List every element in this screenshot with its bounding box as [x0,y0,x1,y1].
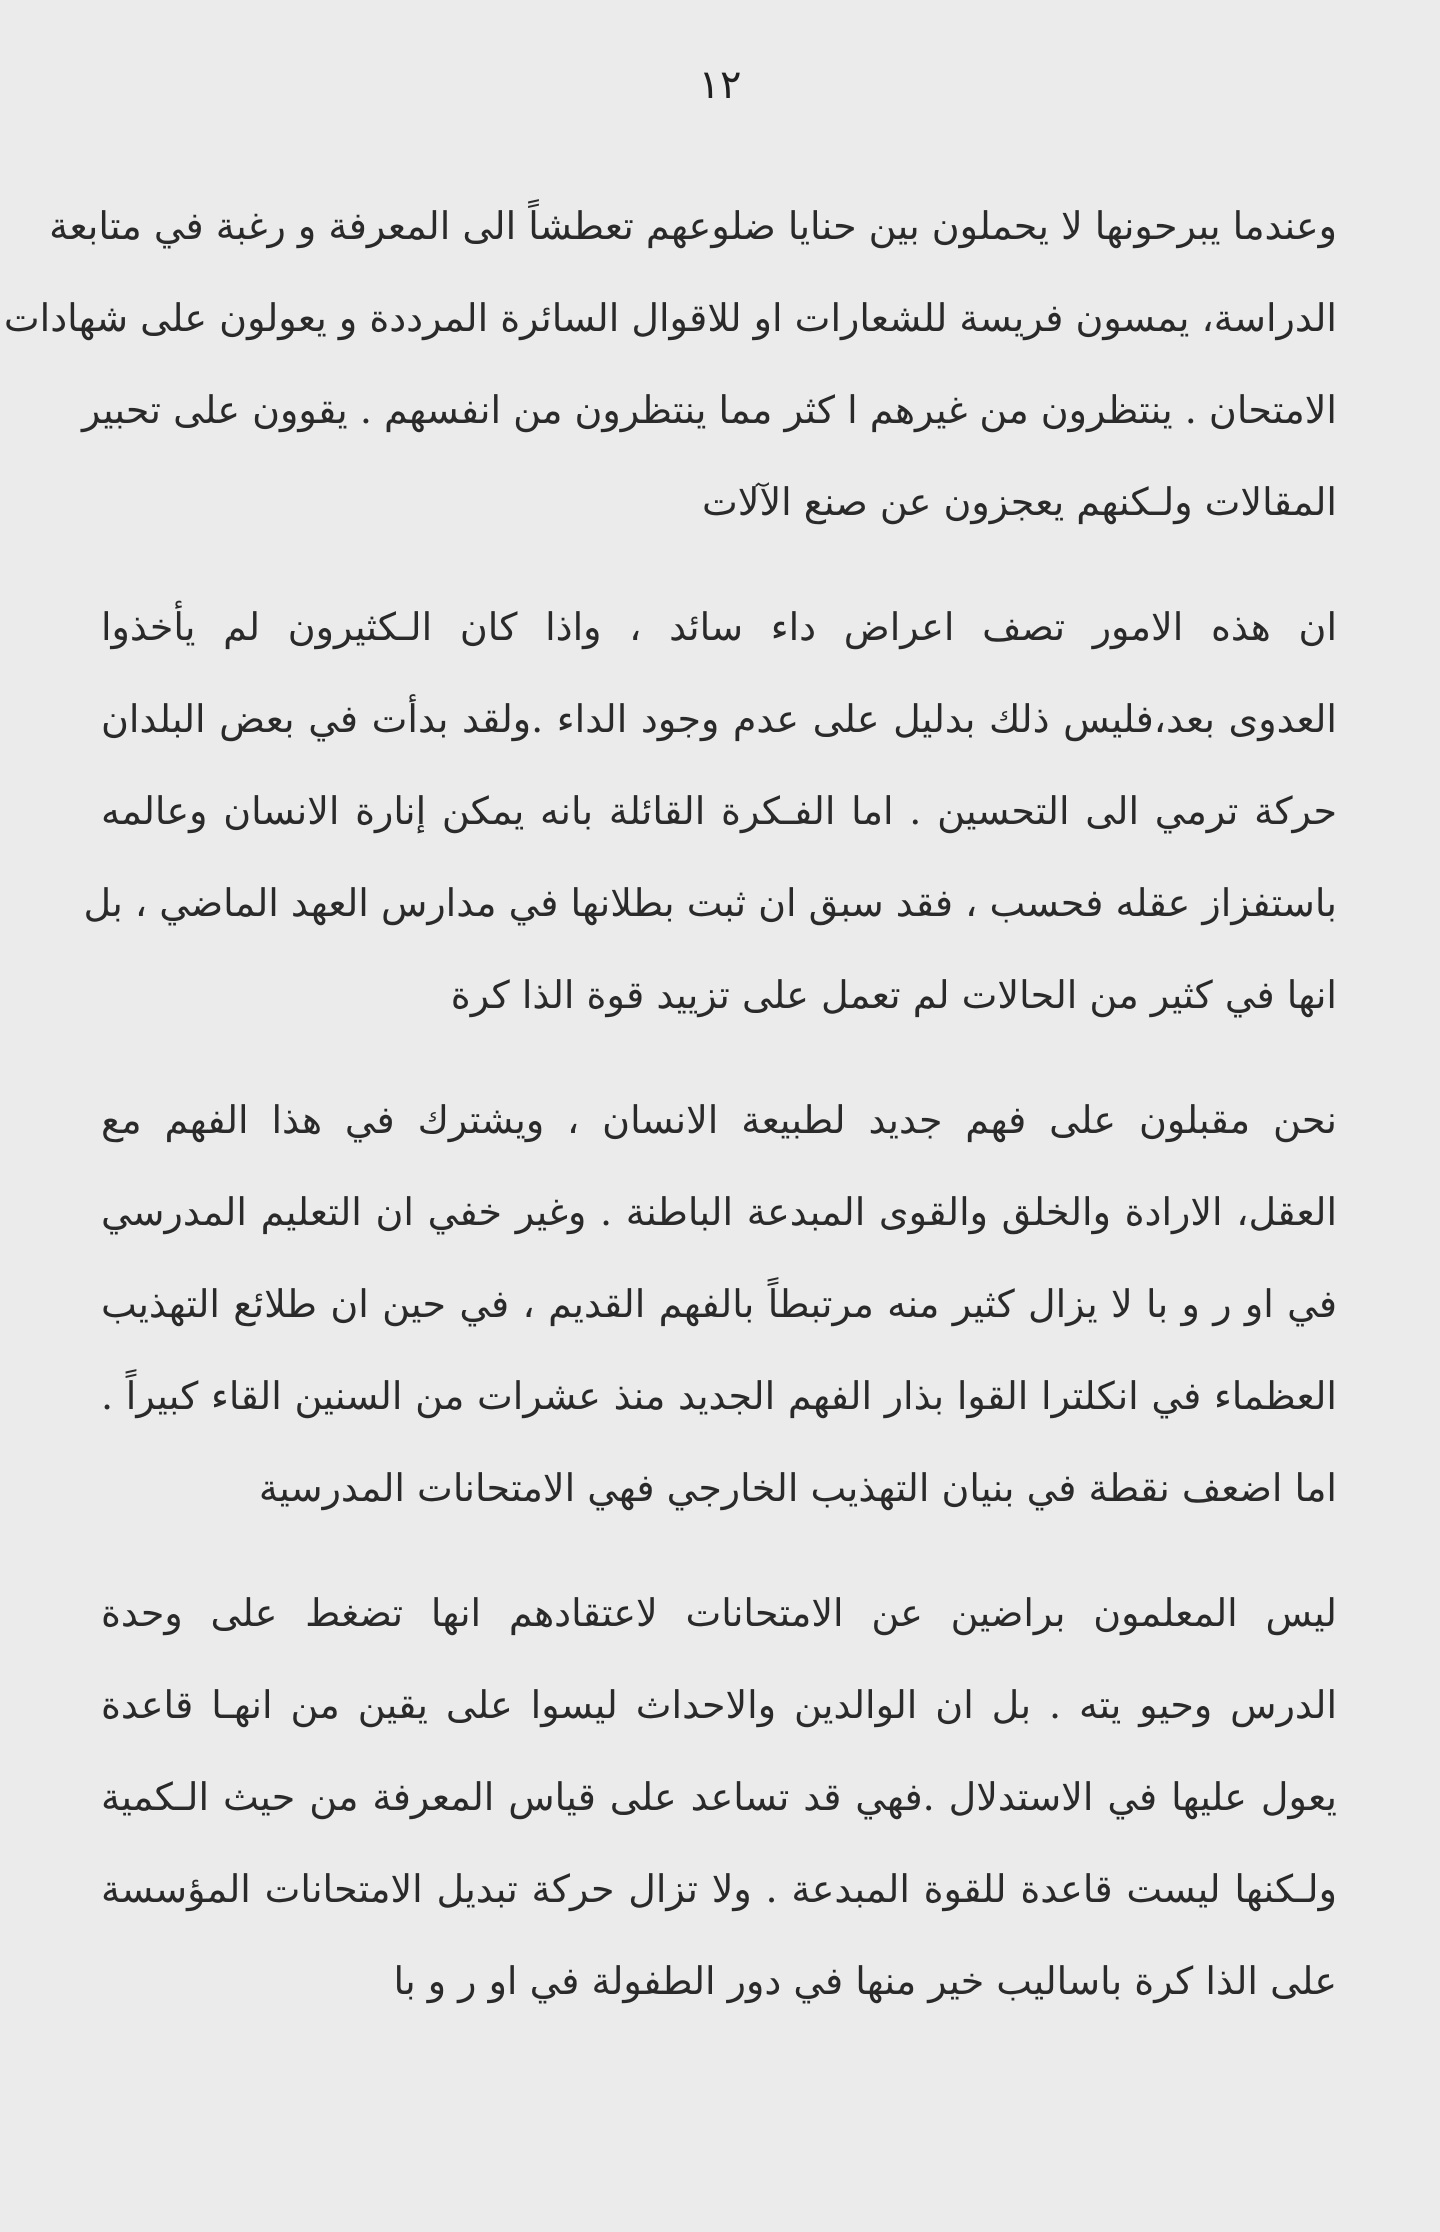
text-line: العظماء في انكلترا القوا بذار الفهم الجديد منذ عشرات من السنين القاء كبيراً . [101,1374,1337,1418]
text-line: باستفزاز عقله فحسب ، فقد سبق ان ثبت بطلانها في مدارس العهد الماضي ، بل [83,881,1337,925]
paragraph-gap [101,548,1337,581]
paragraph-gap [101,1534,1337,1567]
page-number: ١٢ [698,62,742,108]
text-line: الدرس وحيو يته . بل ان الوالدين والاحداث ليسوا على يقين من انهـا قاعدة [101,1683,1337,1727]
text-line: ليس المعلمون براضين عن الامتحانات لاعتقادهم انها تضغط على وحدة [101,1591,1337,1635]
paragraph-gap [101,1041,1337,1074]
text-line: وعندما يبرحونها لا يحملون بين حنايا ضلوعهم تعطشاً الى المعرفة و رغبة في متابعة [49,204,1337,248]
text-line: الدراسة، يمسون فريسة للشعارات او للاقوال السائرة المرددة و يعولون على شهادات [3,296,1337,340]
text-line: العدوى بعد،فليس ذلك بدليل على عدم وجود الداء .ولقد بدأت في بعض البلدان [101,697,1337,741]
paragraph-3 [101,1074,1337,1534]
text-line: الامتحان . ينتظرون من غيرهم ا كثر مما ينتظرون من انفسهم . يقوون على تحبير [81,388,1337,432]
paragraph-4 [101,1567,1337,2027]
text-line: ان هذه الامور تصف اعراض داء سائد ، واذا كان الـكثيرون لم يأخذوا [101,605,1337,649]
text-line: يعول عليها في الاستدلال .فهي قد تساعد على قياس المعرفة من حيث الـكمية [101,1775,1337,1819]
text-line: حركة ترمي الى التحسين . اما الفـكرة القائلة بانه يمكن إنارة الانسان وعالمه [101,789,1337,833]
text-line: نحن مقبلون على فهم جديد لطبيعة الانسان ، ويشترك في هذا الفهم مع [101,1098,1337,1142]
text-line: انها في كثير من الحالات لم تعمل على تزييد قوة الذا كرة [450,973,1337,1017]
text-line: في او ر و با لا يزال كثير منه مرتبطاً بالفهم القديم ، في حين ان طلائع التهذيب [101,1282,1337,1326]
text-line: ولـكنها ليست قاعدة للقوة المبدعة . ولا تزال حركة تبديل الامتحانات المؤسسة [101,1867,1337,1911]
text-line: على الذا كرة باساليب خير منها في دور الطفولة في او ر و با [393,1959,1337,2003]
text-line: العقل، الارادة والخلق والقوى المبدعة الباطنة . وغير خفي ان التعليم المدرسي [101,1190,1337,1234]
text-line: المقالات ولـكنهم يعجزون عن صنع الآلات [702,480,1337,524]
paragraph-1 [3,180,1337,548]
paragraph-2 [83,581,1337,1041]
text-line: اما اضعف نقطة في بنيان التهذيب الخارجي فهي الامتحانات المدرسية [258,1466,1337,1510]
body-text [3,180,1337,2027]
